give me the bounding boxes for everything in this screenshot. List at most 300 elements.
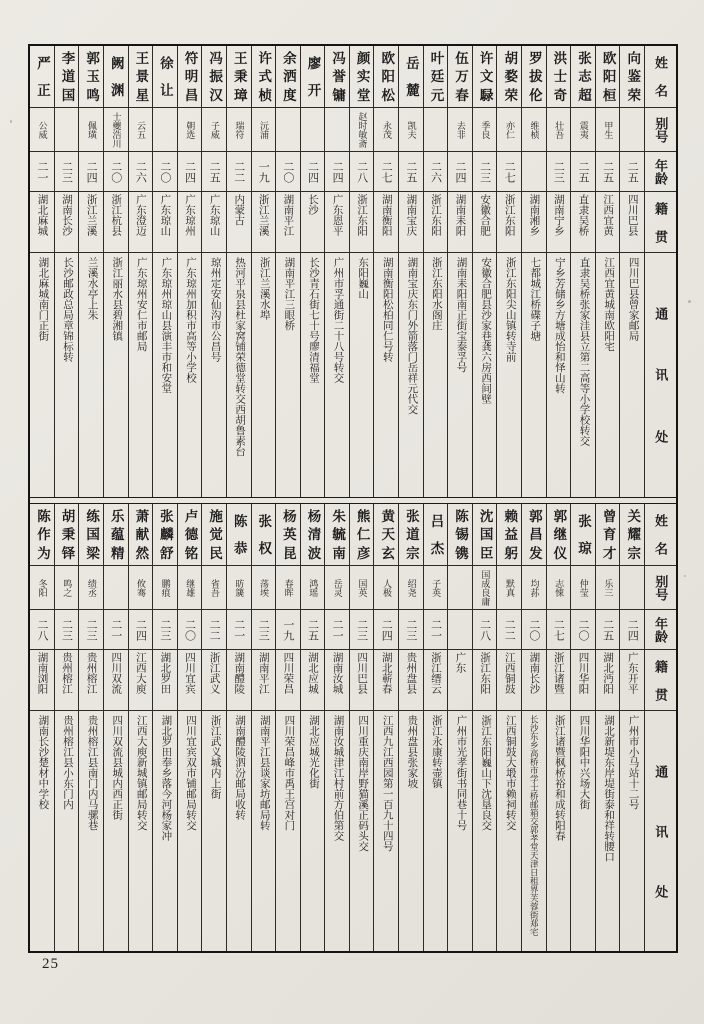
person-native-cell: 贵州盘县 (399, 650, 423, 711)
header-address-label: 通 讯 处 (653, 307, 669, 443)
person-name-cell: 张 麟 舒 (153, 504, 177, 566)
person-alias-cell: 士夔 浩川 (104, 108, 128, 152)
person-native-cell: 浙江诸暨 (547, 650, 571, 711)
person-column (521, 504, 546, 951)
person-name-cell: 郭 昌 发 (522, 504, 546, 566)
person-column (54, 46, 79, 497)
person-native-cell: 湖南耒阳 (448, 192, 472, 253)
person-column (128, 504, 153, 951)
person-name-cell: 郭 玉 鸣 (79, 46, 103, 108)
header-alias-label: 别 号 (645, 108, 676, 152)
person-address-cell: 热河平泉县杜家窝铺荣德堂转交西胡鲁素台 (234, 257, 246, 457)
person-column (275, 504, 300, 951)
person-name-cell: 许 文 騄 (473, 46, 497, 108)
person-alias-cell: 冬阳 (30, 566, 54, 610)
person-native-cell: 湖北蕲春 (374, 650, 398, 711)
person-alias-cell: 继雄 (178, 566, 202, 610)
person-address-cell: 宁乡芳储乡方塘成怡和怿山转 (553, 257, 565, 394)
person-name-cell: 熊 仁 彦 (350, 504, 374, 566)
person-age-cell: 二三 (473, 152, 497, 192)
person-column (496, 504, 521, 951)
scan-speck (688, 300, 691, 303)
person-name-cell: 胡 婺 荣 (497, 46, 521, 108)
person-alias-cell: 甲生 (596, 108, 620, 152)
person-column (496, 46, 521, 497)
person-alias-cell: 志悚 (547, 566, 571, 610)
person-native-cell: 四川双流 (104, 650, 128, 711)
person-name-cell: 张 琼 (571, 504, 595, 566)
person-alias-cell (448, 566, 472, 610)
person-alias-cell: 维桢 (522, 108, 546, 152)
person-column (423, 504, 448, 951)
person-age-cell: 二五 (596, 152, 620, 192)
person-address-cell: 四川双流县城内西正街 (111, 715, 123, 820)
person-native-cell: 广东澄迈 (129, 192, 153, 253)
person-column (595, 504, 620, 951)
person-column (373, 46, 398, 497)
person-native-cell: 浙江东阳 (473, 650, 497, 711)
person-address-cell: 长沙青石街七十号廖清福堂 (307, 257, 319, 383)
person-alias-cell: 云五 (129, 108, 153, 152)
person-address-cell: 湖北罗田奉乡落今河杨家冲 (160, 715, 172, 841)
person-native-cell: 广东琼州 (178, 192, 202, 253)
person-native-cell: 内蒙古 (227, 192, 251, 253)
person-alias-cell: 人极 (374, 566, 398, 610)
person-alias-cell: 壮吾 (547, 108, 571, 152)
person-address-cell: 广东琼州琼山县演丰市和安堂 (160, 257, 172, 394)
person-alias-cell (276, 108, 300, 152)
person-age-cell: 二四 (79, 152, 103, 192)
person-name-cell: 向 鉴 荣 (620, 46, 644, 108)
person-address-cell: 江西九江西园第一百九十四号 (381, 715, 393, 852)
person-age-cell: 二四 (178, 152, 202, 192)
person-column (398, 46, 423, 497)
person-native-cell: 浙江东阳 (350, 192, 374, 253)
person-alias-cell: 绩丞 (79, 566, 103, 610)
person-age-cell: 二二 (227, 152, 251, 192)
person-alias-cell (153, 108, 177, 152)
person-native-cell: 浙江杭县 (104, 192, 128, 253)
person-address-cell: 湖南平江三眼桥 (283, 257, 295, 331)
person-alias-cell: 默真 (497, 566, 521, 610)
person-age-cell: 二七 (497, 152, 521, 192)
person-age-cell: 二五 (620, 152, 644, 192)
person-alias-cell: 震夷 (571, 108, 595, 152)
person-alias-cell: 公威 (30, 108, 54, 152)
person-alias-cell (620, 108, 644, 152)
person-age-cell: 二三 (79, 610, 103, 650)
person-address-cell: 湖南平江县谈家坊邮局转 (258, 715, 270, 831)
person-alias-cell (104, 566, 128, 610)
person-address-cell: 湖南长沙楚材中学校 (37, 715, 49, 810)
person-name-cell: 卢 德 铭 (178, 504, 202, 566)
person-name-cell: 朱 毓 南 (325, 504, 349, 566)
person-name-cell: 岳 麓 (399, 46, 423, 108)
person-native-cell: 广东琼山 (153, 192, 177, 253)
person-native-cell: 湖南浏阳 (30, 650, 54, 711)
person-address-cell: 浙江诸暨枫桥裕和成转阳春 (553, 715, 565, 841)
person-age-cell: 二〇 (153, 152, 177, 192)
person-native-cell: 湖北麻城 (30, 192, 54, 253)
person-native-cell: 广东开平 (620, 650, 644, 711)
person-age-cell: 二三 (399, 610, 423, 650)
person-address-cell: 长沙东乡高桥市学士桥邮箱交郭孝堂天津 日租界芙蓉街郑宅 (529, 715, 540, 936)
person-name-cell: 郭 继 仪 (547, 504, 571, 566)
roster-band-bottom (30, 503, 676, 951)
person-alias-cell: 鸿瑶 (301, 566, 325, 610)
person-name-cell: 张 志 超 (571, 46, 595, 108)
person-address-cell: 浙江兰溪水埠 (258, 257, 270, 320)
person-address-cell: 浙江东阳巍山下沈垦良交 (480, 715, 492, 831)
person-native-cell: 浙江东阳 (424, 192, 448, 253)
person-address-cell: 浙江永康转壶镇 (430, 715, 442, 789)
person-name-cell: 余 洒 度 (276, 46, 300, 108)
person-address-cell: 长沙邮政总局章锦标转 (62, 257, 73, 362)
person-age-cell: 二八 (350, 152, 374, 192)
person-age-cell: 二四 (301, 152, 325, 192)
person-alias-cell: 朝选 (178, 108, 202, 152)
person-column (275, 46, 300, 497)
person-age-cell: 二一 (227, 610, 251, 650)
person-column (251, 504, 276, 951)
person-name-cell: 冯 振 汉 (202, 46, 226, 108)
person-age-cell (448, 610, 472, 650)
header-native-label: 籍 贯 (645, 650, 676, 711)
person-age-cell: 二三 (252, 610, 276, 650)
person-name-cell: 张 道 宗 (399, 504, 423, 566)
person-alias-cell: 国成 良庸 (473, 566, 497, 610)
person-native-cell: 贵州榕江 (55, 650, 79, 711)
person-column (251, 46, 276, 497)
person-column (546, 504, 571, 951)
person-alias-cell: 亦仁 (497, 108, 521, 152)
person-native-cell: 江西铜鼓 (497, 650, 521, 711)
person-alias-cell (424, 108, 448, 152)
person-native-cell: 四川宜宾 (178, 650, 202, 711)
person-alias-cell: 荡埃 (252, 566, 276, 610)
person-name-cell: 欧 阳 桓 (596, 46, 620, 108)
person-address-cell: 直隶吴桥张家洼县立第二高等小学校转交 (578, 257, 590, 446)
person-name-cell: 沈 国 臣 (473, 504, 497, 566)
person-column (201, 504, 226, 951)
person-name-cell: 关 耀 宗 (620, 504, 644, 566)
person-address-cell: 广州市孚通街二十八号转交 (332, 257, 344, 383)
person-age-cell: 二一 (424, 610, 448, 650)
person-native-cell: 安徽合肥 (473, 192, 497, 253)
person-column (570, 46, 595, 497)
person-column (128, 46, 153, 497)
person-name-cell: 吕 杰 (424, 504, 448, 566)
person-age-cell: 二三 (547, 152, 571, 192)
person-age-cell: 二五 (596, 610, 620, 650)
person-native-cell: 湖北应城 (301, 650, 325, 711)
person-column (619, 504, 644, 951)
person-name-cell: 廖 开 (301, 46, 325, 108)
person-native-cell: 直隶吴桥 (571, 192, 595, 253)
person-alias-cell: 省吾 (202, 566, 226, 610)
person-name-cell: 王 景 星 (129, 46, 153, 108)
person-native-cell: 四川巴县 (620, 192, 644, 253)
person-column (546, 46, 571, 497)
person-name-cell: 符 明 昌 (178, 46, 202, 108)
person-name-cell: 冯 誉 镛 (325, 46, 349, 108)
person-name-cell: 陈 恭 (227, 504, 251, 566)
person-alias-cell: 瑞符 (227, 108, 251, 152)
person-address-cell: 广州市光孝街书同巷十号 (455, 715, 467, 831)
person-age-cell: 二三 (153, 610, 177, 650)
person-native-cell: 广东琼山 (202, 192, 226, 253)
person-column (201, 46, 226, 497)
person-age-cell: 二一 (104, 610, 128, 650)
person-alias-cell: 鹏痕 (153, 566, 177, 610)
person-column (103, 46, 128, 497)
person-native-cell: 浙江兰溪 (252, 192, 276, 253)
person-address-cell: 浙江东阳水阁庄 (430, 257, 442, 331)
person-name-cell: 颜 实 堂 (350, 46, 374, 108)
person-column (472, 46, 497, 497)
person-column (152, 46, 177, 497)
person-alias-cell (55, 108, 79, 152)
person-column (324, 504, 349, 951)
header-age-label: 年 龄 (645, 152, 676, 192)
person-age-cell: 二三 (55, 610, 79, 650)
person-address-cell: 广州市小马站十二号 (627, 715, 639, 810)
person-column (177, 46, 202, 497)
person-name-cell: 乐 蕴 精 (104, 504, 128, 566)
person-native-cell: 湖南汝城 (325, 650, 349, 711)
person-age-cell: 二〇 (104, 152, 128, 192)
page-number: 25 (42, 956, 59, 972)
person-address-cell: 湖北应城光化街 (307, 715, 319, 789)
person-alias-cell: 季良 (473, 108, 497, 152)
person-age-cell: 二二 (202, 610, 226, 650)
person-name-cell: 王 秉 璋 (227, 46, 251, 108)
person-native-cell: 湖南长沙 (55, 192, 79, 253)
person-name-cell: 赖 益 躬 (497, 504, 521, 566)
person-native-cell: 湖南湘乡 (522, 192, 546, 253)
person-name-cell: 叶 廷 元 (424, 46, 448, 108)
person-name-cell: 萧 献 然 (129, 504, 153, 566)
person-name-cell: 李 道 国 (55, 46, 79, 108)
person-native-cell: 湖南宝庆 (399, 192, 423, 253)
person-address-cell: 广东琼州加积市高等小学校 (184, 257, 196, 383)
roster-band-top (30, 46, 676, 498)
person-address-cell: 江西大庾新城镇邮局转交 (135, 715, 147, 831)
person-native-cell: 湖南平江 (252, 650, 276, 711)
person-address-cell: 贵州盘县张家坡 (406, 715, 418, 789)
person-age-cell: 二六 (129, 152, 153, 192)
person-age-cell: 二一 (325, 610, 349, 650)
person-address-cell: 安徽合肥县沙家巷龚六房西间壁 (480, 257, 492, 404)
person-column (103, 504, 128, 951)
person-address-cell: 湖北新堤东岸堤街泰和祥转腰口 (603, 715, 615, 862)
person-column (398, 504, 423, 951)
person-native-cell: 湖南长沙 (522, 650, 546, 711)
person-age-cell: 二四 (448, 152, 472, 192)
person-age-cell: 二六 (424, 152, 448, 192)
header-alias-label: 别 号 (645, 566, 676, 610)
person-alias-cell (325, 108, 349, 152)
person-alias-cell: 昉篪 (227, 566, 251, 610)
person-name-cell: 张 权 (252, 504, 276, 566)
person-age-cell: 二四 (374, 610, 398, 650)
person-name-cell: 杨 英 昆 (276, 504, 300, 566)
person-name-cell: 罗 拔 伦 (522, 46, 546, 108)
person-address-cell: 四川重庆南岸野猫溪正码头交 (357, 715, 369, 852)
person-alias-cell: 永茂 (374, 108, 398, 152)
person-native-cell: 湖南醴陵 (227, 650, 251, 711)
person-name-cell: 曾 育 才 (596, 504, 620, 566)
person-name-cell: 徐 让 (153, 46, 177, 108)
person-alias-cell: 国英 (350, 566, 374, 610)
person-age-cell: 二八 (473, 610, 497, 650)
person-column (226, 504, 251, 951)
person-alias-cell: 绍尧 (399, 566, 423, 610)
person-name-cell: 严 正 (30, 46, 54, 108)
person-native-cell: 广东 (448, 650, 472, 711)
person-alias-cell: 佩璜 (79, 108, 103, 152)
person-address-cell: 江西铜鼓大塅市赖祠转交 (504, 715, 516, 831)
person-address-cell: 七都城江桥碟子塘 (529, 257, 541, 341)
header-column (644, 504, 676, 951)
person-address-cell: 湖北麻城南门正街 (37, 257, 49, 341)
person-alias-cell: 岳灵 (325, 566, 349, 610)
roster-table (28, 44, 678, 953)
person-name-cell: 黄 天 玄 (374, 504, 398, 566)
person-age-cell: 一九 (276, 610, 300, 650)
header-name-label: 姓 名 (645, 46, 676, 108)
person-name-cell: 欧 阳 松 (374, 46, 398, 108)
person-name-cell: 杨 清 波 (301, 504, 325, 566)
person-name-cell: 施 觉 民 (202, 504, 226, 566)
person-alias-cell: 均荪 (522, 566, 546, 610)
person-alias-cell: 子英 (424, 566, 448, 610)
person-column (78, 46, 103, 497)
person-native-cell: 浙江武义 (202, 650, 226, 711)
person-address-cell: 四川荣昌峰市禹王宫对门 (283, 715, 295, 831)
person-native-cell: 湖北罗田 (153, 650, 177, 711)
person-age-cell: 二三 (55, 152, 79, 192)
person-name-cell: 陈 作 为 (30, 504, 54, 566)
person-address-cell: 四川巴县曾家邮局 (627, 257, 639, 341)
person-alias-cell (301, 108, 325, 152)
scan-speck (684, 575, 686, 577)
person-column (595, 46, 620, 497)
scan-speck (10, 120, 12, 123)
person-age-cell: 二八 (30, 610, 54, 650)
person-column (373, 504, 398, 951)
header-column (644, 46, 676, 497)
person-alias-cell: 鸣之 (55, 566, 79, 610)
person-address-cell: 琼州定安仙沟市公昌号 (209, 257, 221, 362)
person-age-cell: 二五 (571, 152, 595, 192)
person-address-cell: 浙江东阳尖山镇转寺前 (504, 257, 516, 362)
person-age-cell: 二七 (374, 152, 398, 192)
person-address-cell: 东阳巍山 (357, 257, 369, 299)
person-alias-cell: 攸骞 (129, 566, 153, 610)
person-alias-cell: 仲莹 (571, 566, 595, 610)
person-alias-cell: 凯夫 (399, 108, 423, 152)
person-name-cell: 伍 万 春 (448, 46, 472, 108)
person-alias-cell: 沅浦 (252, 108, 276, 152)
person-age-cell: 二二 (497, 610, 521, 650)
person-address-cell: 广东琼州安仁市邮局 (135, 257, 147, 352)
person-column (300, 46, 325, 497)
person-age-cell: 二〇 (571, 610, 595, 650)
person-column (423, 46, 448, 497)
person-address-cell: 兰溪水亭上朱 (86, 257, 98, 320)
person-address-cell: 贵州榕江县南门内马骡巷 (86, 715, 98, 831)
header-age-label: 年 龄 (645, 610, 676, 650)
person-column (177, 504, 202, 951)
person-native-cell: 浙江缙云 (424, 650, 448, 711)
person-column (447, 46, 472, 497)
person-column (152, 504, 177, 951)
person-age-cell: 二七 (547, 610, 571, 650)
person-age-cell: 二五 (399, 152, 423, 192)
person-column (54, 504, 79, 951)
person-address-cell: 四川华阳中兴场大街 (578, 715, 590, 810)
person-column (472, 504, 497, 951)
person-alias-cell: 赵时 敏斋 (350, 108, 374, 152)
person-name-cell: 许 式 桢 (252, 46, 276, 108)
person-alias-cell (620, 566, 644, 610)
person-native-cell: 湖南平江 (276, 192, 300, 253)
person-native-cell: 浙江东阳 (497, 192, 521, 253)
person-native-cell: 四川巴县 (350, 650, 374, 711)
person-address-cell: 浙江武义城内上街 (209, 715, 221, 799)
person-native-cell: 湖北沔阳 (596, 650, 620, 711)
person-address-cell: 湖南醴陵泗汾邮局收转 (234, 715, 246, 820)
person-native-cell: 四川荣昌 (276, 650, 300, 711)
person-column (226, 46, 251, 497)
header-native-label: 籍 贯 (645, 192, 676, 253)
person-age-cell: 二四 (620, 610, 644, 650)
person-native-cell: 江西宜黄 (596, 192, 620, 253)
person-age-cell: 二〇 (276, 152, 300, 192)
person-column (30, 504, 54, 951)
person-age-cell: 二〇 (522, 610, 546, 650)
person-native-cell: 湖南宁乡 (547, 192, 571, 253)
person-native-cell: 浙江兰溪 (79, 192, 103, 253)
person-native-cell: 湖南衡阳 (374, 192, 398, 253)
person-alias-cell: 春晖 (276, 566, 300, 610)
person-age-cell: 二五 (301, 610, 325, 650)
person-address-cell: 四川宜宾双市铺邮局转交 (184, 715, 196, 831)
person-address-cell: 湖南衡阳松柏同仁号转 (381, 257, 393, 362)
person-address-cell: 江西宜黄城南欧阳宅 (603, 257, 615, 352)
person-name-cell: 胡 秉 铎 (55, 504, 79, 566)
person-name-cell: 练 国 梁 (79, 504, 103, 566)
person-column (521, 46, 546, 497)
header-name-label: 姓 名 (645, 504, 676, 566)
person-native-cell: 江西大庾 (129, 650, 153, 711)
person-address-cell: 湖南耒阳南正街宝泰孚号 (455, 257, 467, 373)
person-column (78, 504, 103, 951)
person-column (619, 46, 644, 497)
person-age-cell: 二三 (350, 610, 374, 650)
person-name-cell: 阙 渊 (104, 46, 128, 108)
person-age-cell: 一九 (252, 152, 276, 192)
person-native-cell: 四川华阳 (571, 650, 595, 711)
person-age-cell (522, 152, 546, 192)
person-column (570, 504, 595, 951)
person-column (30, 46, 54, 497)
person-address-cell: 湖南汝城津江村前方伯第交 (332, 715, 344, 841)
person-address-cell: 浙江丽水县碧湘镇 (111, 257, 123, 341)
person-address-cell: 贵州榕江县小东门内 (62, 715, 73, 810)
person-address-cell: 湖南宝庆东门外箭落门岳祥元代交 (406, 257, 418, 415)
